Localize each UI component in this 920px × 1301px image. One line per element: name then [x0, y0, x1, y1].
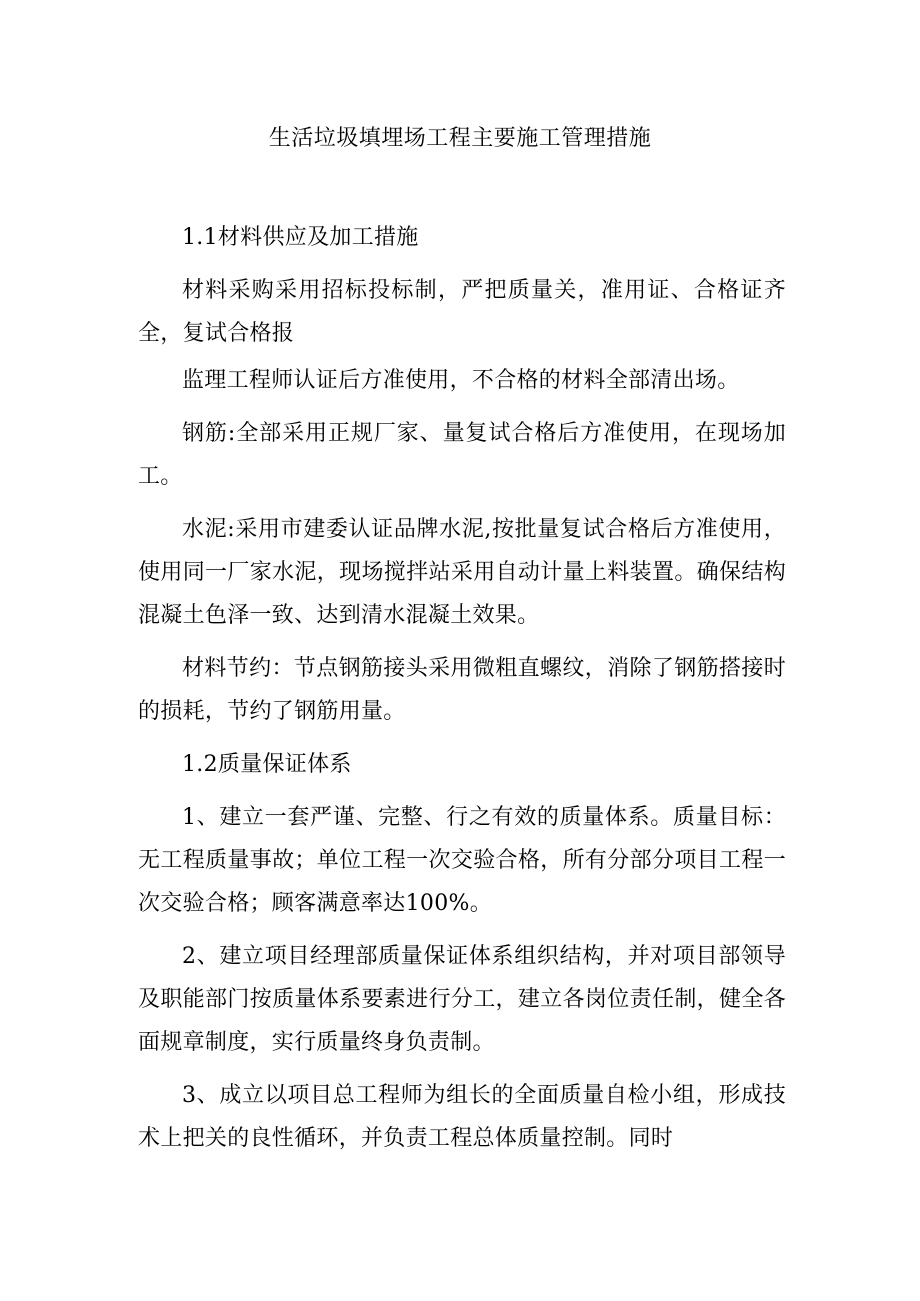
- paragraph-supervision: 监理工程师认证后方准使用，不合格的材料全部清出场。: [182, 368, 740, 393]
- paragraph-self-inspection: 3、成立以项目总工程师为组长的全面质量自检小组，形成技术上把关的良性循环，并负责工程总体质量控制。同时: [138, 1083, 786, 1151]
- paragraph-procurement: 材料采购采用招标投标制，严把质量关，准用证、合格证齐全，复试合格报: [138, 278, 786, 346]
- document-body: [138, 216, 786, 1170]
- paragraph-quality-system: 1、建立一套严谨、完整、行之有效的质量体系。质量目标：无工程质量事故；单位工程一次交验合格，所有分部分项目工程一次交验合格；顾客满意率达100%。: [138, 805, 786, 916]
- paragraph-material-saving: 材料节约：节点钢筋接头采用微粗直螺纹，消除了钢筋搭接时的损耗，节约了钢筋用量。: [138, 656, 786, 724]
- section-heading-1-2: 1.2质量保证体系: [182, 752, 352, 777]
- section-heading-1-1: 1.1材料供应及加工措施: [182, 225, 419, 250]
- paragraph-cement: 水泥:采用市建委认证品牌水泥,按批量复试合格后方准使用，使用同一厂家水泥，现场搅拌站采用自动计量上料装置。确保结构混凝土色泽一致、达到清水混凝土效果。: [138, 517, 786, 628]
- paragraph-rebar: 钢筋:全部采用正规厂家、量复试合格后方准使用，在现场加工。: [138, 421, 786, 489]
- paragraph-organization: 2、建立项目经理部质量保证体系组织结构，并对项目部领导及职能部门按质量体系要素进行分工，建立各岗位责任制，健全各面规章制度，实行质量终身负责制。: [138, 944, 786, 1055]
- document-title: 生活垃圾填埋场工程主要施工管理措施: [268, 126, 652, 151]
